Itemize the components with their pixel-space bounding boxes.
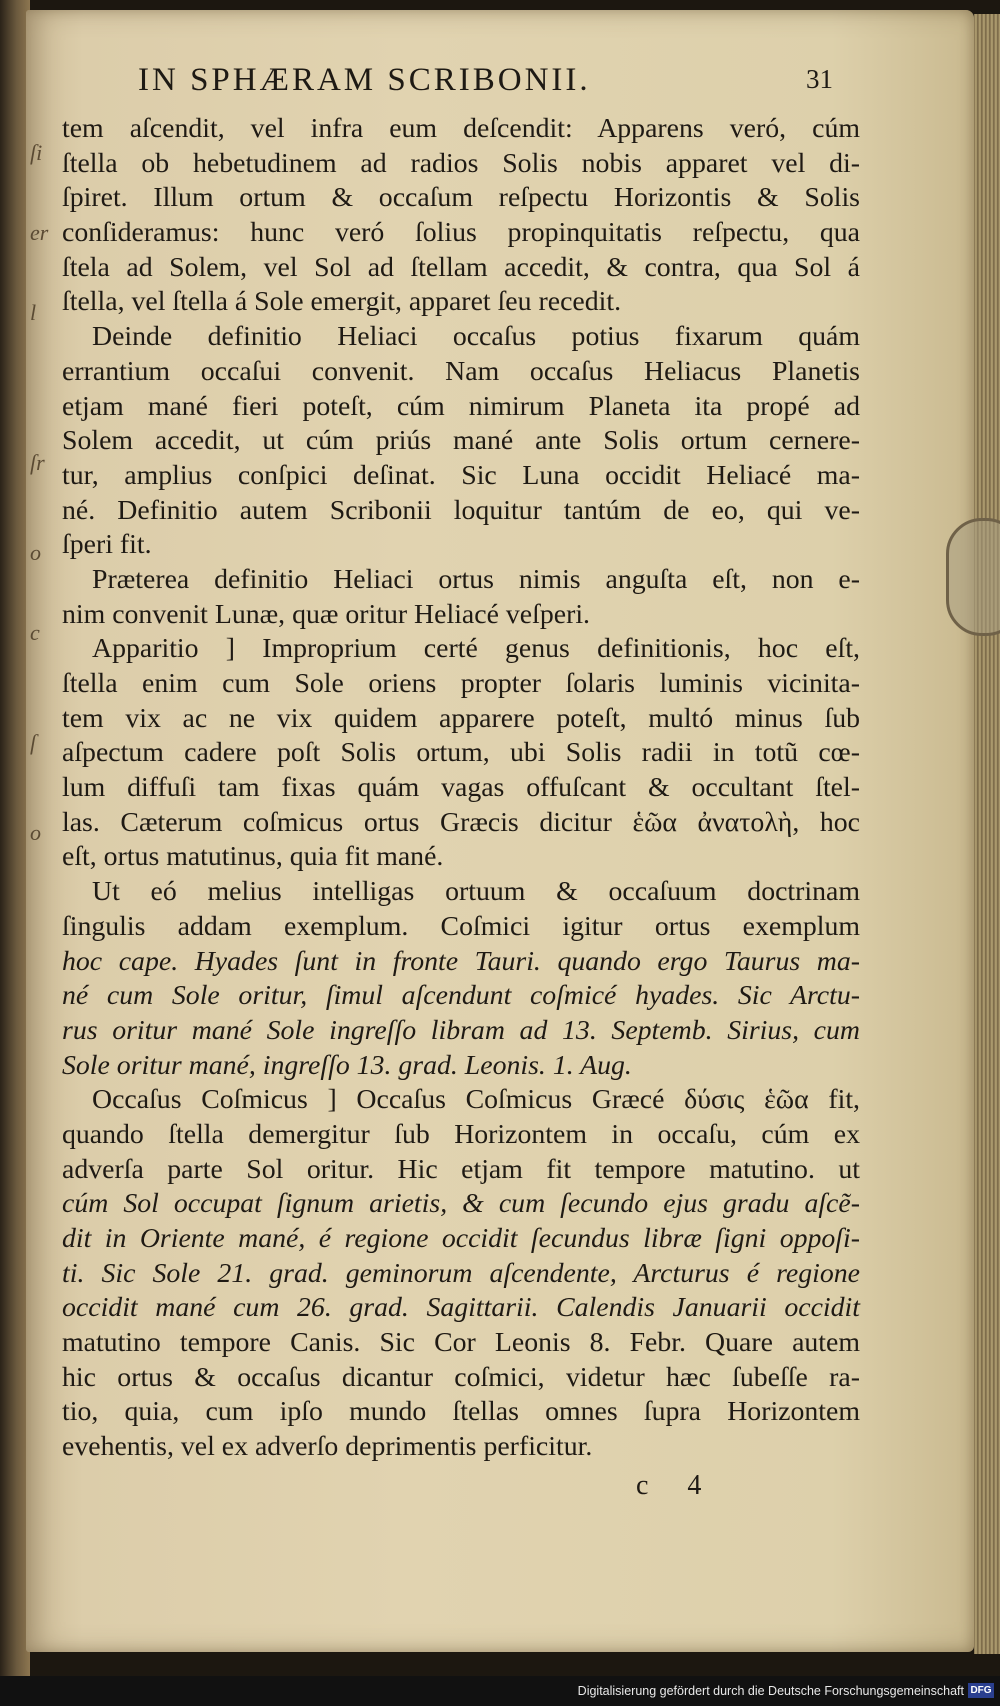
text-line: errantium occaſui convenit. Nam occaſus Heliacus Planetis <box>62 355 860 387</box>
text-line: Deinde definitio Heliaci occaſus potius fixarum quám <box>92 321 860 353</box>
text-line: ſtela ad Solem, vel Sol ad ſtellam accedit, & contra, qua Sol á <box>62 251 860 283</box>
facing-page-fragments <box>30 120 50 1020</box>
text-line: ſtella ob hebetudinem ad radios Solis nobis apparet vel di- <box>62 147 860 179</box>
body-text <box>62 112 860 1465</box>
text-line: tio, quia, cum ipſo mundo ſtellas omnes ſupra Horizontem <box>62 1396 860 1428</box>
text-line: las. Cæterum coſmicus ortus Græcis dicitur ἑῶα ἀνατολὴ, hoc <box>62 806 860 838</box>
footer-bar <box>0 1676 1000 1706</box>
text-line: conſideramus: hunc veró ſolius propinquitatis reſpectu, qua <box>62 217 860 249</box>
margin-fragment: o <box>30 540 41 565</box>
margin-fragment: er <box>30 220 49 245</box>
text-line: occidit mané cum 26. grad. Sagittarii. Calendis Januarii occidit <box>62 1292 860 1324</box>
text-line: ſtella enim cum Sole oriens propter ſolaris luminis vicinita- <box>62 668 860 699</box>
margin-fragment: ſr <box>30 450 45 475</box>
text-line: Præterea definitio Heliaci ortus nimis anguſta eſt, non e- <box>92 563 860 595</box>
text-line: nim convenit Lunæ, quæ oritur Heliacé veſperi. <box>62 598 591 630</box>
text-line: Sole oritur mané, ingreſſo 13. grad. Leonis. 1. Aug. <box>62 1049 632 1081</box>
page-clip <box>946 518 1000 636</box>
text-line: ſtella, vel ſtella á Sole emergit, apparet ſeu recedit. <box>62 286 622 318</box>
margin-fragment: ſ <box>30 730 37 755</box>
margin-fragment: l <box>30 300 37 325</box>
text-line: adverſa parte Sol oritur. Hic etjam fit tempore matutino. ut <box>62 1153 860 1185</box>
text-line: ti. Sic Sole 21. grad. geminorum aſcendente, Arcturus é regione <box>62 1257 860 1289</box>
text-line: tem vix ac ne vix quidem apparere poteſt, multó minus ſub <box>62 702 860 734</box>
text-line: ſperi fit. <box>62 529 152 561</box>
text-line: ſpiret. Illum ortum & occaſum reſpectu Horizontis & Solis <box>62 182 860 214</box>
signature-mark: c 4 <box>636 1470 718 1501</box>
text-line: hic ortus & occaſus dicantur coſmici, videtur hæc ſubeſſe ra- <box>62 1361 860 1393</box>
text-line: tem aſcendit, vel infra eum deſcendit: Apparens veró, cúm <box>62 113 860 144</box>
text-line: Ut eó melius intelligas ortuum & occaſuum doctrinam <box>92 876 860 908</box>
text-line: Solem accedit, ut cúm priús mané ante Solis ortum cernere- <box>62 425 860 457</box>
page-number: 31 <box>806 64 833 94</box>
text-line: eſt, ortus matutinus, quia fit mané. <box>62 841 444 873</box>
text-line: tur, amplius conſpici deſinat. Sic Luna occidit Heliacé ma- <box>62 459 860 491</box>
text-line: aſpectum cadere poſt Solis ortum, ubi Solis radii in totũ cœ- <box>62 737 860 769</box>
text-line: né cum Sole oritur, ſimul aſcendunt coſmicé hyades. Sic Arctu- <box>62 980 860 1012</box>
text-line: quando ſtella demergitur ſub Horizontem in occaſu, cúm ex <box>62 1118 860 1150</box>
text-line: ſingulis addam exemplum. Coſmici igitur ortus exemplum <box>62 910 860 942</box>
page-edges <box>974 14 1000 1654</box>
margin-fragment: o <box>30 820 41 845</box>
text-line: matutino tempore Canis. Sic Cor Leonis 8. Febr. Quare autem <box>62 1327 860 1359</box>
margin-fragment: c <box>30 620 40 645</box>
text-line: né. Definitio autem Scribonii loquitur tantúm de eo, qui ve- <box>62 494 860 526</box>
text-line: cúm Sol occupat ſignum arietis, & cum ſecundo ejus gradu aſcẽ- <box>62 1188 860 1220</box>
dfg-logo-icon: DFG <box>968 1683 994 1698</box>
running-head: IN SPHÆRAM SCRIBONII. <box>138 62 591 98</box>
margin-fragment: ſi <box>30 140 43 165</box>
text-line: Occaſus Coſmicus ] Occaſus Coſmicus Græcé δύσις ἑῶα fit, <box>92 1084 860 1116</box>
text-line: rus oritur mané Sole ingreſſo libram ad 13. Septemb. Sirius, cum <box>62 1014 860 1046</box>
text-line: evehentis, vel ex adverſo deprimentis perficitur. <box>62 1431 593 1463</box>
text-line: Apparitio ] Improprium certé genus definitionis, hoc eſt, <box>92 633 860 665</box>
text-line: dit in Oriente mané, é regione occidit ſecundus libræ ſigni oppoſi- <box>62 1223 860 1254</box>
text-line: hoc cape. Hyades ſunt in fronte Tauri. quando ergo Taurus ma- <box>62 945 860 977</box>
text-line: lum diffuſi tam fixas quám vagas offuſcant & occultant ſtel- <box>62 772 860 804</box>
funding-credit: Digitalisierung gefördert durch die Deutsche Forschungsgemeinschaft <box>577 1684 964 1698</box>
text-line: etjam mané fieri poteſt, cúm nimirum Planeta ita propé ad <box>62 390 860 422</box>
